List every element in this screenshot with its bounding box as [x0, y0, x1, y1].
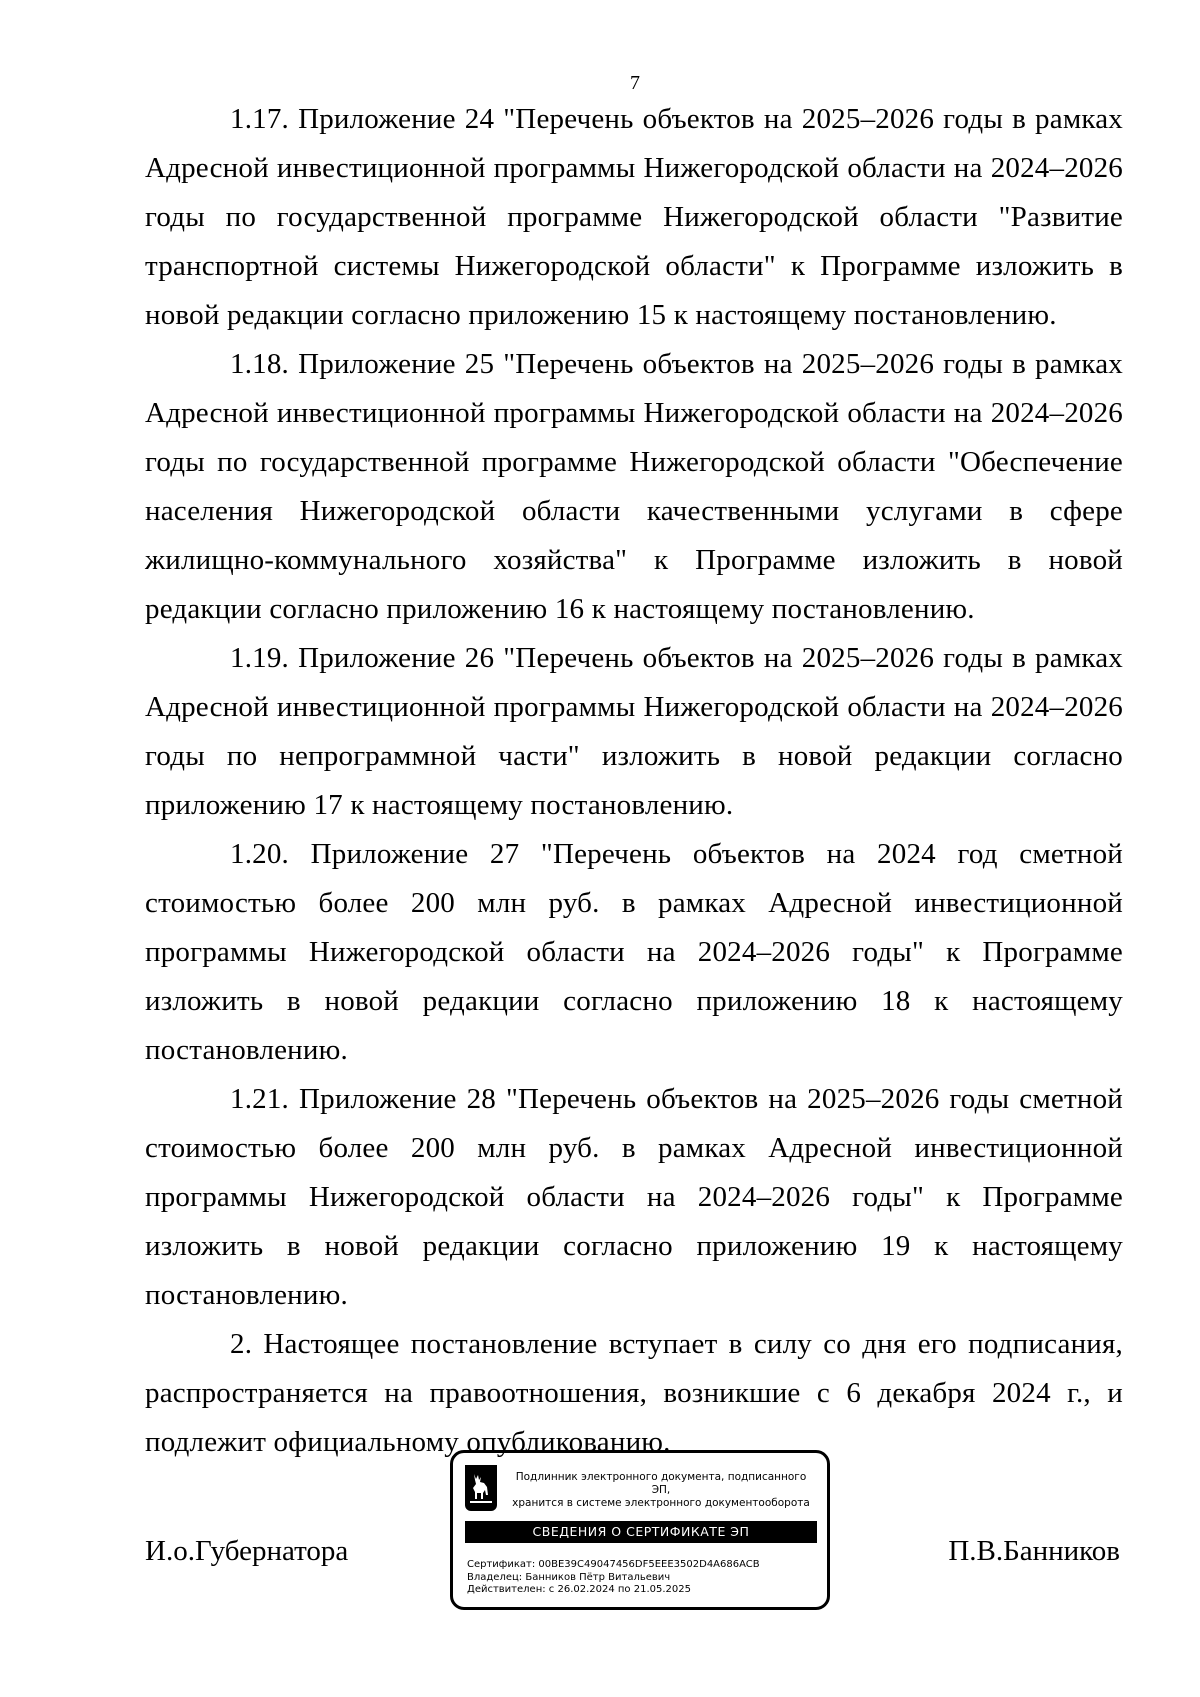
signature-block: [0, 1450, 1200, 1650]
stamp-validity: Действителен: с 26.02.2024 по 21.05.2025: [467, 1584, 691, 1595]
coat-of-arms-deer-icon: [465, 1465, 497, 1511]
paragraph-1-19: 1.19. Приложение 26 "Перечень объектов на 2025–2026 годы в рамках Адресной инвестиционной программы Нижегородской области на 2024–2026 годы по непрограммной части" изложить в новой редакции согласно приложению 17 к настоящему постановлению.: [145, 642, 1123, 821]
stamp-certificate-number: Сертификат: 00BE39C49047456DF5EEE3502D4A686ACB: [467, 1559, 760, 1570]
signatory-name: П.В.Банников: [948, 1535, 1120, 1567]
stamp-header-area: [465, 1465, 817, 1515]
stamp-note-line-2: хранится в системе электронного документооборота: [512, 1497, 810, 1509]
paragraph-1-18: 1.18. Приложение 25 "Перечень объектов на 2025–2026 годы в рамках Адресной инвестиционной программы Нижегородской области на 2024–2026 годы по государственной программе Нижегородской области "Обеспечение населения Нижегородской области качественными услугами в сфере жилищно-коммунального хозяйства" к Программе изложить в новой редакции согласно приложению 16 к настоящему постановлению.: [145, 348, 1123, 625]
stamp-owner: Владелец: Банников Пётр Витальевич: [467, 1571, 671, 1583]
stamp-certificate-details: [467, 1559, 817, 1597]
document-body: [145, 95, 1123, 1467]
paragraph-2: 2. Настоящее постановление вступает в силу со дня его подписания, распространяется на правоотношения, возникшие с 6 декабря 2024 г., и подлежит официальному опубликованию.: [145, 1328, 1123, 1458]
page-number: 7: [630, 72, 640, 94]
stamp-certificate-header: СВЕДЕНИЯ О СЕРТИФИКАТЕ ЭП: [465, 1521, 817, 1543]
stamp-note: [505, 1471, 817, 1510]
paragraph-1-17: 1.17. Приложение 24 "Перечень объектов на 2025–2026 годы в рамках Адресной инвестиционной программы Нижегородской области на 2024–2026 годы по государственной программе Нижегородской области "Развитие транспортной системы Нижегородской области" к Программе изложить в новой редакции согласно приложению 15 к настоящему постановлению.: [145, 103, 1123, 331]
electronic-signature-stamp: [450, 1450, 830, 1610]
paragraph-1-20: 1.20. Приложение 27 "Перечень объектов на 2024 год сметной стоимостью более 200 млн руб. в рамках Адресной инвестиционной программы Нижегородской области на 2024–2026 годы" к Программе изложить в новой редакции согласно приложению 18 к настоящему постановлению.: [145, 838, 1123, 1066]
signatory-position: И.о.Губернатора: [145, 1535, 349, 1567]
stamp-note-line-1: Подлинник электронного документа, подписанного ЭП,: [515, 1471, 807, 1496]
paragraph-1-21: 1.21. Приложение 28 "Перечень объектов на 2025–2026 годы сметной стоимостью более 200 млн руб. в рамках Адресной инвестиционной программы Нижегородской области на 2024–2026 годы" к Программе изложить в новой редакции согласно приложению 19 к настоящему постановлению.: [145, 1083, 1123, 1311]
